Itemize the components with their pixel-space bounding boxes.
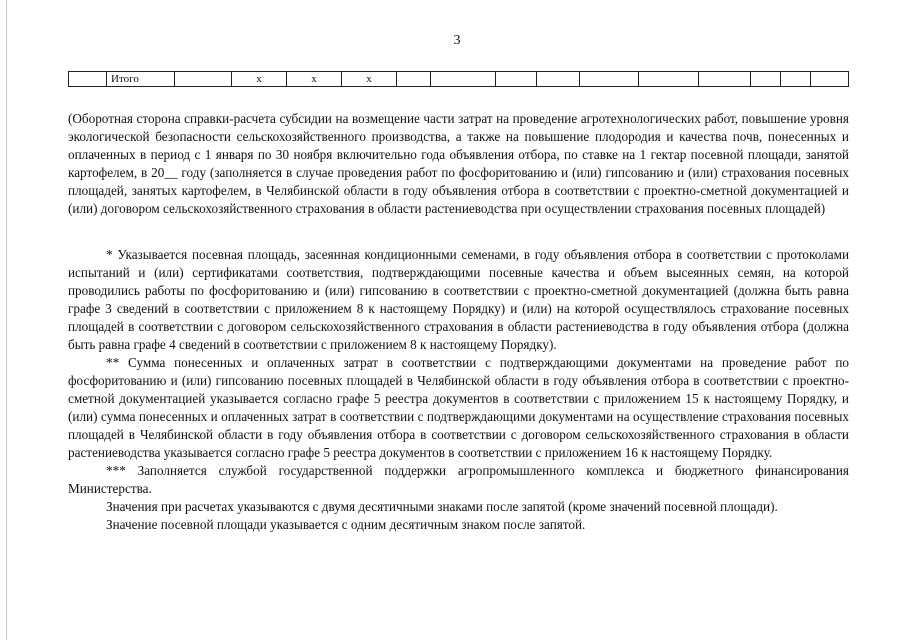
table-cell (811, 72, 849, 87)
table-cell (397, 72, 431, 87)
totals-label-cell: Итого (107, 72, 175, 87)
note-area-decimal: Значение посевной площади указывается с одним десятичным знаком после запятой. (106, 517, 586, 532)
back-side-note (68, 110, 849, 218)
table-cell (69, 72, 107, 87)
footnotes (68, 246, 849, 534)
totals-row (69, 72, 849, 87)
table-cell: х (232, 72, 287, 87)
table-cell (781, 72, 811, 87)
footnote-costs: ** Сумма понесенных и оплаченных затрат в соответствии с подтверждающими документами на проведение работ по фосфоритованию и (или) гипсованию посевных площадей в Челябинской области в году объявления отбора в соответствии с проектно-сметной документацией указывается согласно графе 5 реестра документов в соответствии с приложением 15 к настоящему Порядку, и (или) сумма понесенных и оплаченных затрат в соответствии с подтверждающими документами на осуществление страхования посевных площадей в Челябинской области в году объявления отбора в соответствии с договором сельскохозяйственного страхования в области растениеводства указывается согласно графе 5 реестра документов в соответствии с приложением 16 к настоящему Порядку. (68, 355, 849, 460)
table-cell: х (287, 72, 342, 87)
totals-table (68, 71, 849, 87)
table-cell (751, 72, 781, 87)
table-cell (639, 72, 699, 87)
note-decimal-places: Значения при расчетах указываются с двумя десятичными знаками после запятой (кроме значений посевной площади). (106, 499, 778, 514)
table-cell (580, 72, 639, 87)
table-cell (537, 72, 580, 87)
table-cell (496, 72, 537, 87)
footnote-filled-by-service: *** Заполняется службой государственной поддержки агропромышленного комплекса и бюджетного финансирования Министерства. (68, 463, 849, 496)
table-cell (699, 72, 751, 87)
table-cell (175, 72, 232, 87)
back-side-note-text: (Оборотная сторона справки-расчета субсидии на возмещение части затрат на проведение агротехнологических работ, повышение уровня экологической безопасности сельскохозяйственного производства, а также на повышение плодородия и качества почв, понесенных и оплаченных в период с 1 января по 30 ноября включительно года объявления отбора, по ставке на 1 гектар посевной площади, занятой картофелем, в 20__ году (заполняется в случае проведения работ по фосфоритованию и (или) гипсованию и (или) страхования посевных площадей, занятых картофелем, в Челябинской области в году объявления отбора в соответствии с проектно-сметной документацией и (или) договором сельскохозяйственного страхования в области растениеводства при осуществлении страхования посевных площадей) (68, 111, 849, 216)
footnote-area: * Указывается посевная площадь, засеянная кондиционными семенами, в году объявления отбора в соответствии с протоколами испытаний и (или) сертификатами соответствия, подтверждающими посевные качества и объем высеянных семян, на которой проводились работы по фосфоритованию и (или) гипсованию в соответствии с проектно-сметной документацией (должна быть равна графе 3 сведений в соответствии с приложением 8 к настоящему Порядку) и (или) на которой осуществлялось страхование посевных площадей в соответствии с договором сельскохозяйственного страхования в области растениеводства в году объявления отбора (должна быть равна графе 4 сведений в соответствии с приложением 8 к настоящему Порядку). (68, 247, 849, 352)
table-cell: х (342, 72, 397, 87)
page-edge-line (6, 0, 7, 640)
table-cell (431, 72, 496, 87)
page-number: 3 (453, 33, 461, 48)
